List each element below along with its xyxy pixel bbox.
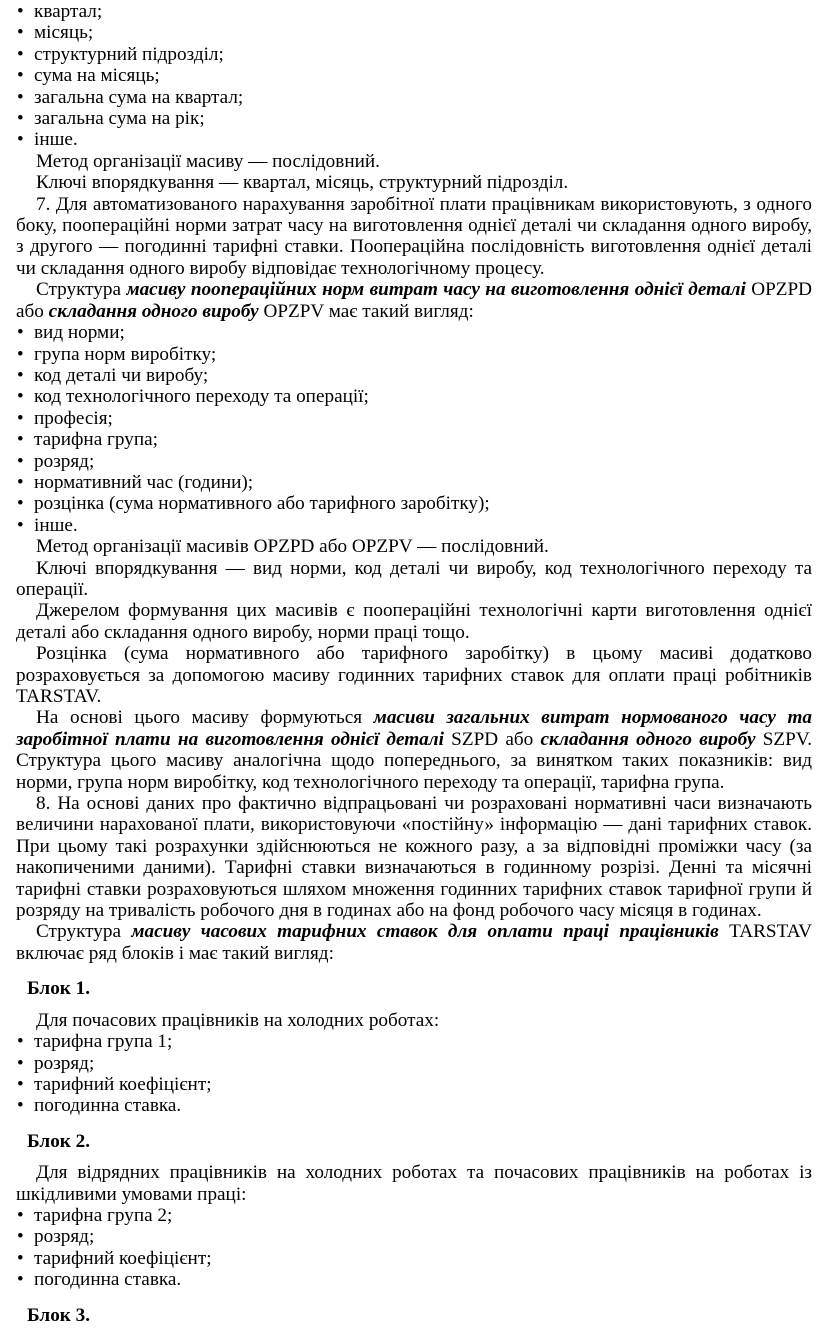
list-item: • нормативний час (години); bbox=[16, 472, 812, 493]
list-report-fields bbox=[16, 1, 812, 151]
list-item: • загальна сума на рік; bbox=[16, 108, 812, 129]
text-run: На основі цього масиву формуються bbox=[36, 707, 374, 729]
list-item: • код деталі чи виробу; bbox=[16, 365, 812, 386]
paragraph-method-2: Метод організації масивів OPZPD або OPZPV — послідовний. bbox=[36, 536, 549, 558]
list-item: • тарифний коефіцієнт; bbox=[16, 1074, 812, 1095]
list-item: • тарифна група; bbox=[16, 429, 812, 450]
text-run: SZPV. Структура цього масиву аналогічна щодо попереднього, за винятком таких показників: вид норми, група норм виробітку, код технологічного переходу та операції, тарифна група. bbox=[16, 728, 812, 793]
emphasis-term: масиву пооперацiйних норм витрат часу на виготовлення однієї деталі bbox=[126, 279, 746, 301]
emphasis-term: масиву часових тарифних ставок для оплати праці працівників bbox=[131, 921, 719, 943]
list-item: • квартал; bbox=[16, 1, 812, 22]
block-2-title: Блок 2. bbox=[27, 1130, 91, 1152]
paragraph-rozcinka: Розцінка (сума нормативного або тарифного заробітку) в цьому масиві додатково розраховується за допомогою масиву годинних тарифних ставок для оплати праці робітників TARSTAV. bbox=[16, 643, 812, 707]
list-item: • розряд; bbox=[16, 451, 812, 472]
list-item: • структурний підрозділ; bbox=[16, 44, 812, 65]
list-item: • код технологічного переходу та операції; bbox=[16, 386, 812, 407]
block-1-title: Блок 1. bbox=[27, 978, 91, 1000]
paragraph-keys-2: Ключі впорядкування — вид норми, код деталі чи виробу, код технологічного переходу та операції. bbox=[16, 557, 812, 600]
block-3-title: Блок 3. bbox=[27, 1304, 91, 1326]
paragraph-szpd bbox=[16, 707, 812, 793]
emphasis-term: масиви загальних витрат нормованого часу та заробітної плати на виготовлення однієї деталі bbox=[16, 707, 812, 750]
paragraph-method-1: Метод організації масиву — послідовний. bbox=[36, 150, 380, 172]
text-run: Структура bbox=[36, 279, 127, 301]
list-item: • погодинна ставка. bbox=[16, 1269, 812, 1290]
list-item: • тарифна група 1; bbox=[16, 1031, 812, 1052]
text-run: SZPD або bbox=[443, 728, 541, 750]
list-item: • тарифна група 2; bbox=[16, 1205, 812, 1226]
block-2-intro: Для відрядних працівників на холодних роботах та почасових працівників на роботах із шкідливими умовами праці: bbox=[16, 1162, 812, 1205]
list-item: • місяць; bbox=[16, 22, 812, 43]
text-run: OPZPV має такий вигляд: bbox=[258, 300, 474, 322]
list-item: • загальна сума на квартал; bbox=[16, 87, 812, 108]
paragraph-keys-1: Ключі впорядкування — квартал, місяць, структурний підрозділ. bbox=[36, 172, 569, 194]
paragraph-structure-opzpd bbox=[16, 279, 812, 322]
list-item: • вид норми; bbox=[16, 322, 812, 343]
list-item: • інше. bbox=[16, 515, 812, 536]
emphasis-term: складання одного виробу bbox=[540, 728, 756, 750]
list-item: • розцінка (сума нормативного або тарифного заробітку); bbox=[16, 493, 812, 514]
text-run: TARSTAV включає ряд блоків і має такий вигляд: bbox=[16, 921, 812, 964]
paragraph-source: Джерелом формування цих масивів є пооперацiйні технологічні карти виготовлення однієї деталі або складання одного виробу, норми праці тощо. bbox=[16, 600, 812, 643]
document-page bbox=[16, 1, 812, 1336]
list-item: • сума на місяць; bbox=[16, 65, 812, 86]
paragraph-8: 8. На основі даних про фактично відпрацьовані чи розраховані нормативні часи визначають величини нарахованої плати, використовуючи «постійну» інформацію — дані тарифних ставок. При цьому такі розрахунки здійснюються не кожного разу, а за відповідні проміжки часу (за накопиченими даними). Тарифні ставки визначаються в годинному розрізі. Денні та місячні тарифні ставки розраховуються шляхом множення годинних тарифних ставок тарифної групи й розряду на тривалість робочого дня в годинах або на фонд робочого часу місяця в годинах. bbox=[16, 793, 812, 922]
paragraph-structure-tarstav bbox=[16, 921, 812, 964]
list-item: • погодинна ставка. bbox=[16, 1095, 812, 1116]
list-item: • тарифний коефіцієнт; bbox=[16, 1248, 812, 1269]
list-opzpd-fields bbox=[16, 322, 812, 536]
block-1-intro: Для почасових працівників на холодних роботах: bbox=[36, 1009, 440, 1031]
list-item: • професія; bbox=[16, 408, 812, 429]
text-run: OPZPD або bbox=[16, 279, 812, 322]
paragraph-7: 7. Для автоматизованого нарахування заробітної плати працівникам використовують, з одного боку, пооперацiйні норми затрат часу на виготовлення однієї деталі чи складання одного виробу, з другого — погодинні тарифні ставки. Пооперацiйна послідовність виготовлення однієї деталі чи складання одного виробу відповідає технологічному процесу. bbox=[16, 193, 812, 279]
list-item: • група норм виробітку; bbox=[16, 344, 812, 365]
list-item: • розряд; bbox=[16, 1226, 812, 1247]
text-run: Структура bbox=[36, 921, 132, 943]
list-item: • розряд; bbox=[16, 1053, 812, 1074]
emphasis-term: складання одного виробу bbox=[48, 300, 259, 322]
list-item: • інше. bbox=[16, 129, 812, 150]
